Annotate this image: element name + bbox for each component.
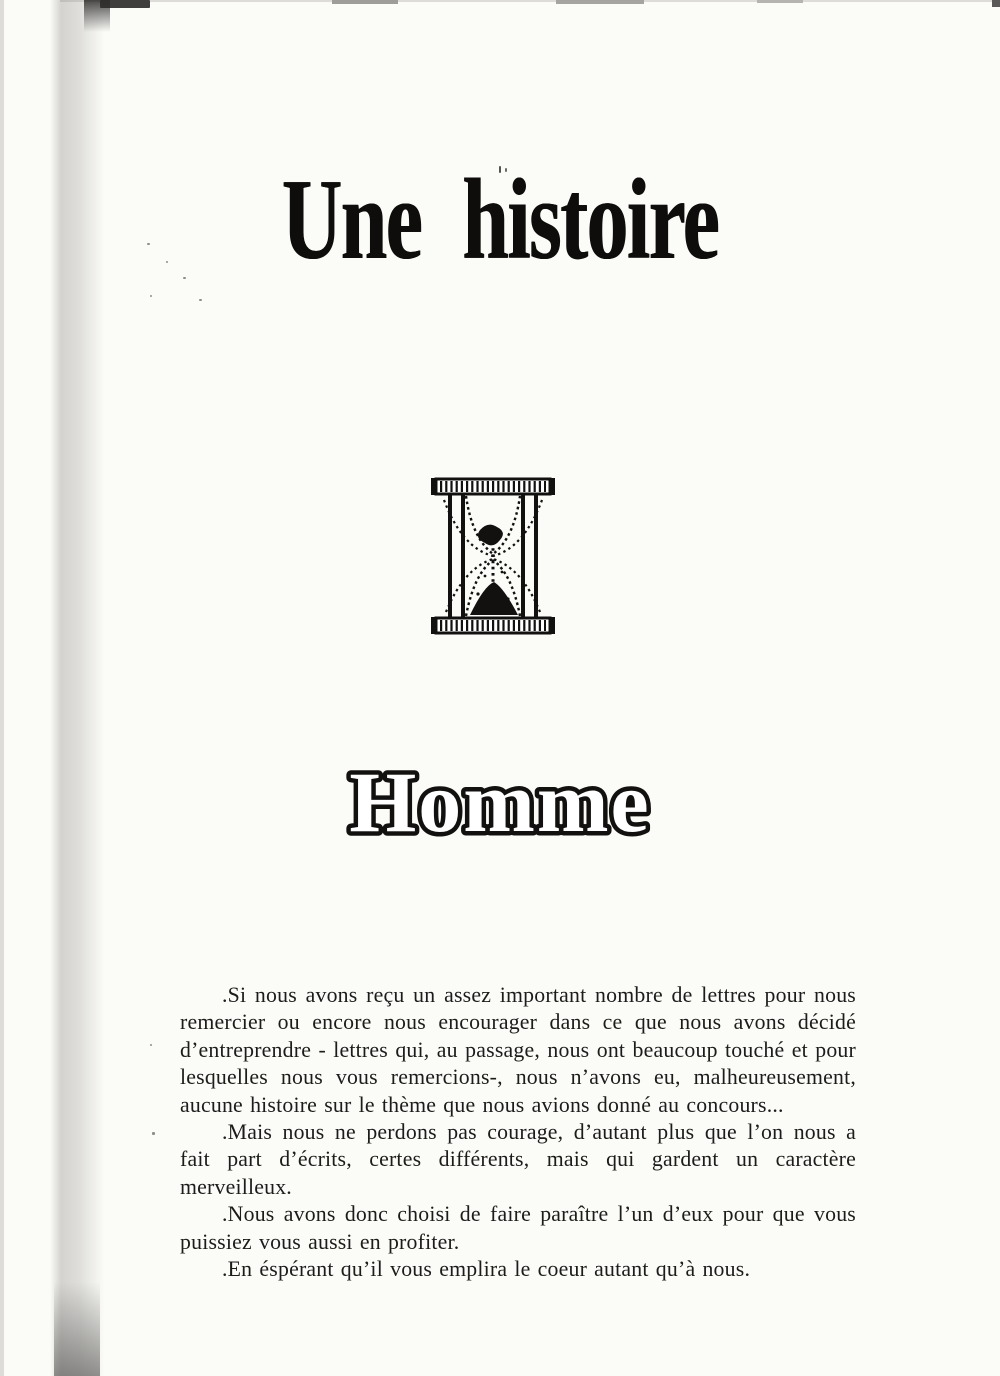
scan-artifact-corner (992, 0, 1000, 7)
scan-artifact-dash (556, 0, 644, 4)
scan-speck (150, 1044, 152, 1046)
page-title-row (0, 156, 1000, 284)
binding-gutter-shadow-bottom (54, 1282, 100, 1376)
scan-speck (152, 1132, 155, 1135)
paragraph: .Si nous avons reçu un assez important nombre de lettres pour nous remercier ou encore nous encourager dans ce que nous avons décidé d’entreprendre - lettres qui, au passage, nous ont beaucoup touché et pour lesquelles nous vous remercions-, nous n’avons eu, malheureusement, aucune histoire sur le thème que nous avions donné au concours... (180, 983, 856, 1117)
scan-artifact-dash (757, 0, 803, 3)
binding-gutter-shadow-top (84, 0, 110, 32)
page-title: Une histoire (281, 156, 719, 284)
decorative-word (338, 756, 662, 862)
scan-artifact-dash (332, 0, 398, 4)
word-title: Homme (349, 756, 651, 850)
scan-speck (199, 299, 202, 301)
scan-speck (150, 295, 152, 297)
body-text-block (180, 982, 856, 1283)
paragraph: .En éspérant qu’il vous emplira le coeur autant qu’à nous. (222, 1257, 751, 1282)
hourglass-icon (430, 472, 556, 640)
scan-artifact-top-line (60, 0, 1000, 2)
paragraph: .Nous avons donc choisi de faire paraître l’un d’eux pour que vous puissiez vous aussi en profiter. (180, 1202, 856, 1254)
paragraph: .Mais nous ne perdons pas courage, d’autant plus que l’on nous a fait part d’écrits, certes différents, mais qui gardent un caractère merveilleux. (180, 1120, 856, 1199)
